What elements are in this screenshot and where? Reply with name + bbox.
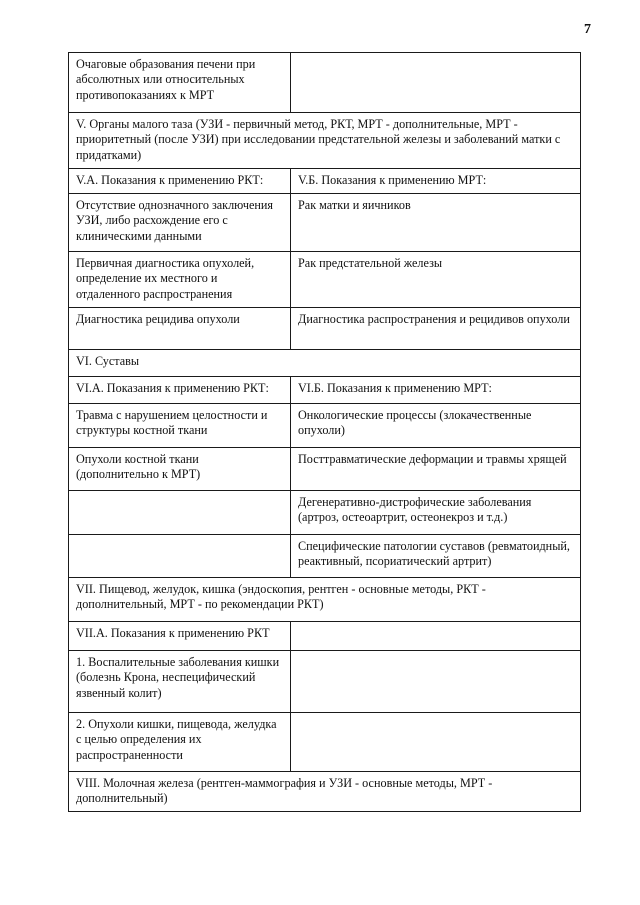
section-heading-joints: VI. Суставы: [69, 350, 581, 377]
section-heading-gi: VII. Пищевод, желудок, кишка (эндоскопия, рентген - основные методы, РКТ - дополнительный, МРТ - по рекомендации РКТ): [69, 578, 581, 622]
cell-left: [69, 535, 291, 578]
cell-left: Травма с нарушением целостности и структуры костной ткани: [69, 404, 291, 448]
cell-left: Опухоли костной ткани (дополнительно к МРТ): [69, 448, 291, 491]
subheading-mrt: V.Б. Показания к применению МРТ:: [291, 169, 581, 194]
cell-right: [291, 651, 581, 713]
page-number: 7: [584, 22, 591, 37]
subheading-mrt: VI.Б. Показания к применению МРТ:: [291, 377, 581, 404]
section-row: [69, 113, 581, 169]
table-row: [69, 622, 581, 651]
table-row: [69, 404, 581, 448]
cell-right: [291, 713, 581, 772]
table-row: [69, 169, 581, 194]
cell-right: Диагностика распространения и рецидивов опухоли: [291, 308, 581, 350]
cell-left: Очаговые образования печени при абсолютных или относительных противопоказаниях к МРТ: [69, 53, 291, 113]
cell-right: [291, 53, 581, 113]
section-heading-breast: VIII. Молочная железа (рентген-маммография и УЗИ - основные методы, МРТ - дополнительный): [69, 772, 581, 812]
cell-right: Рак матки и яичников: [291, 194, 581, 252]
table-row: [69, 194, 581, 252]
cell-right: Посттравматические деформации и травмы хрящей: [291, 448, 581, 491]
cell-left: Первичная диагностика опухолей, определение их местного и отдаленного распространения: [69, 252, 291, 308]
cell-right: Рак предстательной железы: [291, 252, 581, 308]
cell-right: Онкологические процессы (злокачественные опухоли): [291, 404, 581, 448]
cell-right: Специфические патологии суставов (ревматоидный, реактивный, псориатический артрит): [291, 535, 581, 578]
indications-table: [68, 52, 581, 812]
table-row: [69, 252, 581, 308]
table-row: [69, 651, 581, 713]
table-row: [69, 448, 581, 491]
subheading-rkt: VII.А. Показания к применению РКТ: [69, 622, 291, 651]
section-row: [69, 350, 581, 377]
table-row: [69, 491, 581, 535]
cell-right: Дегенеративно-дистрофические заболевания (артроз, остеоартрит, остеонекроз и т.д.): [291, 491, 581, 535]
table-row: [69, 308, 581, 350]
subheading-rkt: V.А. Показания к применению РКТ:: [69, 169, 291, 194]
section-row: [69, 772, 581, 812]
cell-left: 2. Опухоли кишки, пищевода, желудка с целью определения их распространенности: [69, 713, 291, 772]
table-row: [69, 377, 581, 404]
cell-left: Диагностика рецидива опухоли: [69, 308, 291, 350]
cell-right: [291, 622, 581, 651]
section-row: [69, 578, 581, 622]
table-row: [69, 535, 581, 578]
cell-left: [69, 491, 291, 535]
table-row: [69, 53, 581, 113]
section-heading-pelvis: V. Органы малого таза (УЗИ - первичный метод, РКТ, МРТ - дополнительные, МРТ - приоритетный (после УЗИ) при исследовании предстательной железы и заболеваний матки с придатками): [69, 113, 581, 169]
subheading-rkt: VI.А. Показания к применению РКТ:: [69, 377, 291, 404]
cell-left: Отсутствие однозначного заключения УЗИ, либо расхождение его с клиническими данными: [69, 194, 291, 252]
table-row: [69, 713, 581, 772]
cell-left: 1. Воспалительные заболевания кишки (болезнь Крона, неспецифический язвенный колит): [69, 651, 291, 713]
